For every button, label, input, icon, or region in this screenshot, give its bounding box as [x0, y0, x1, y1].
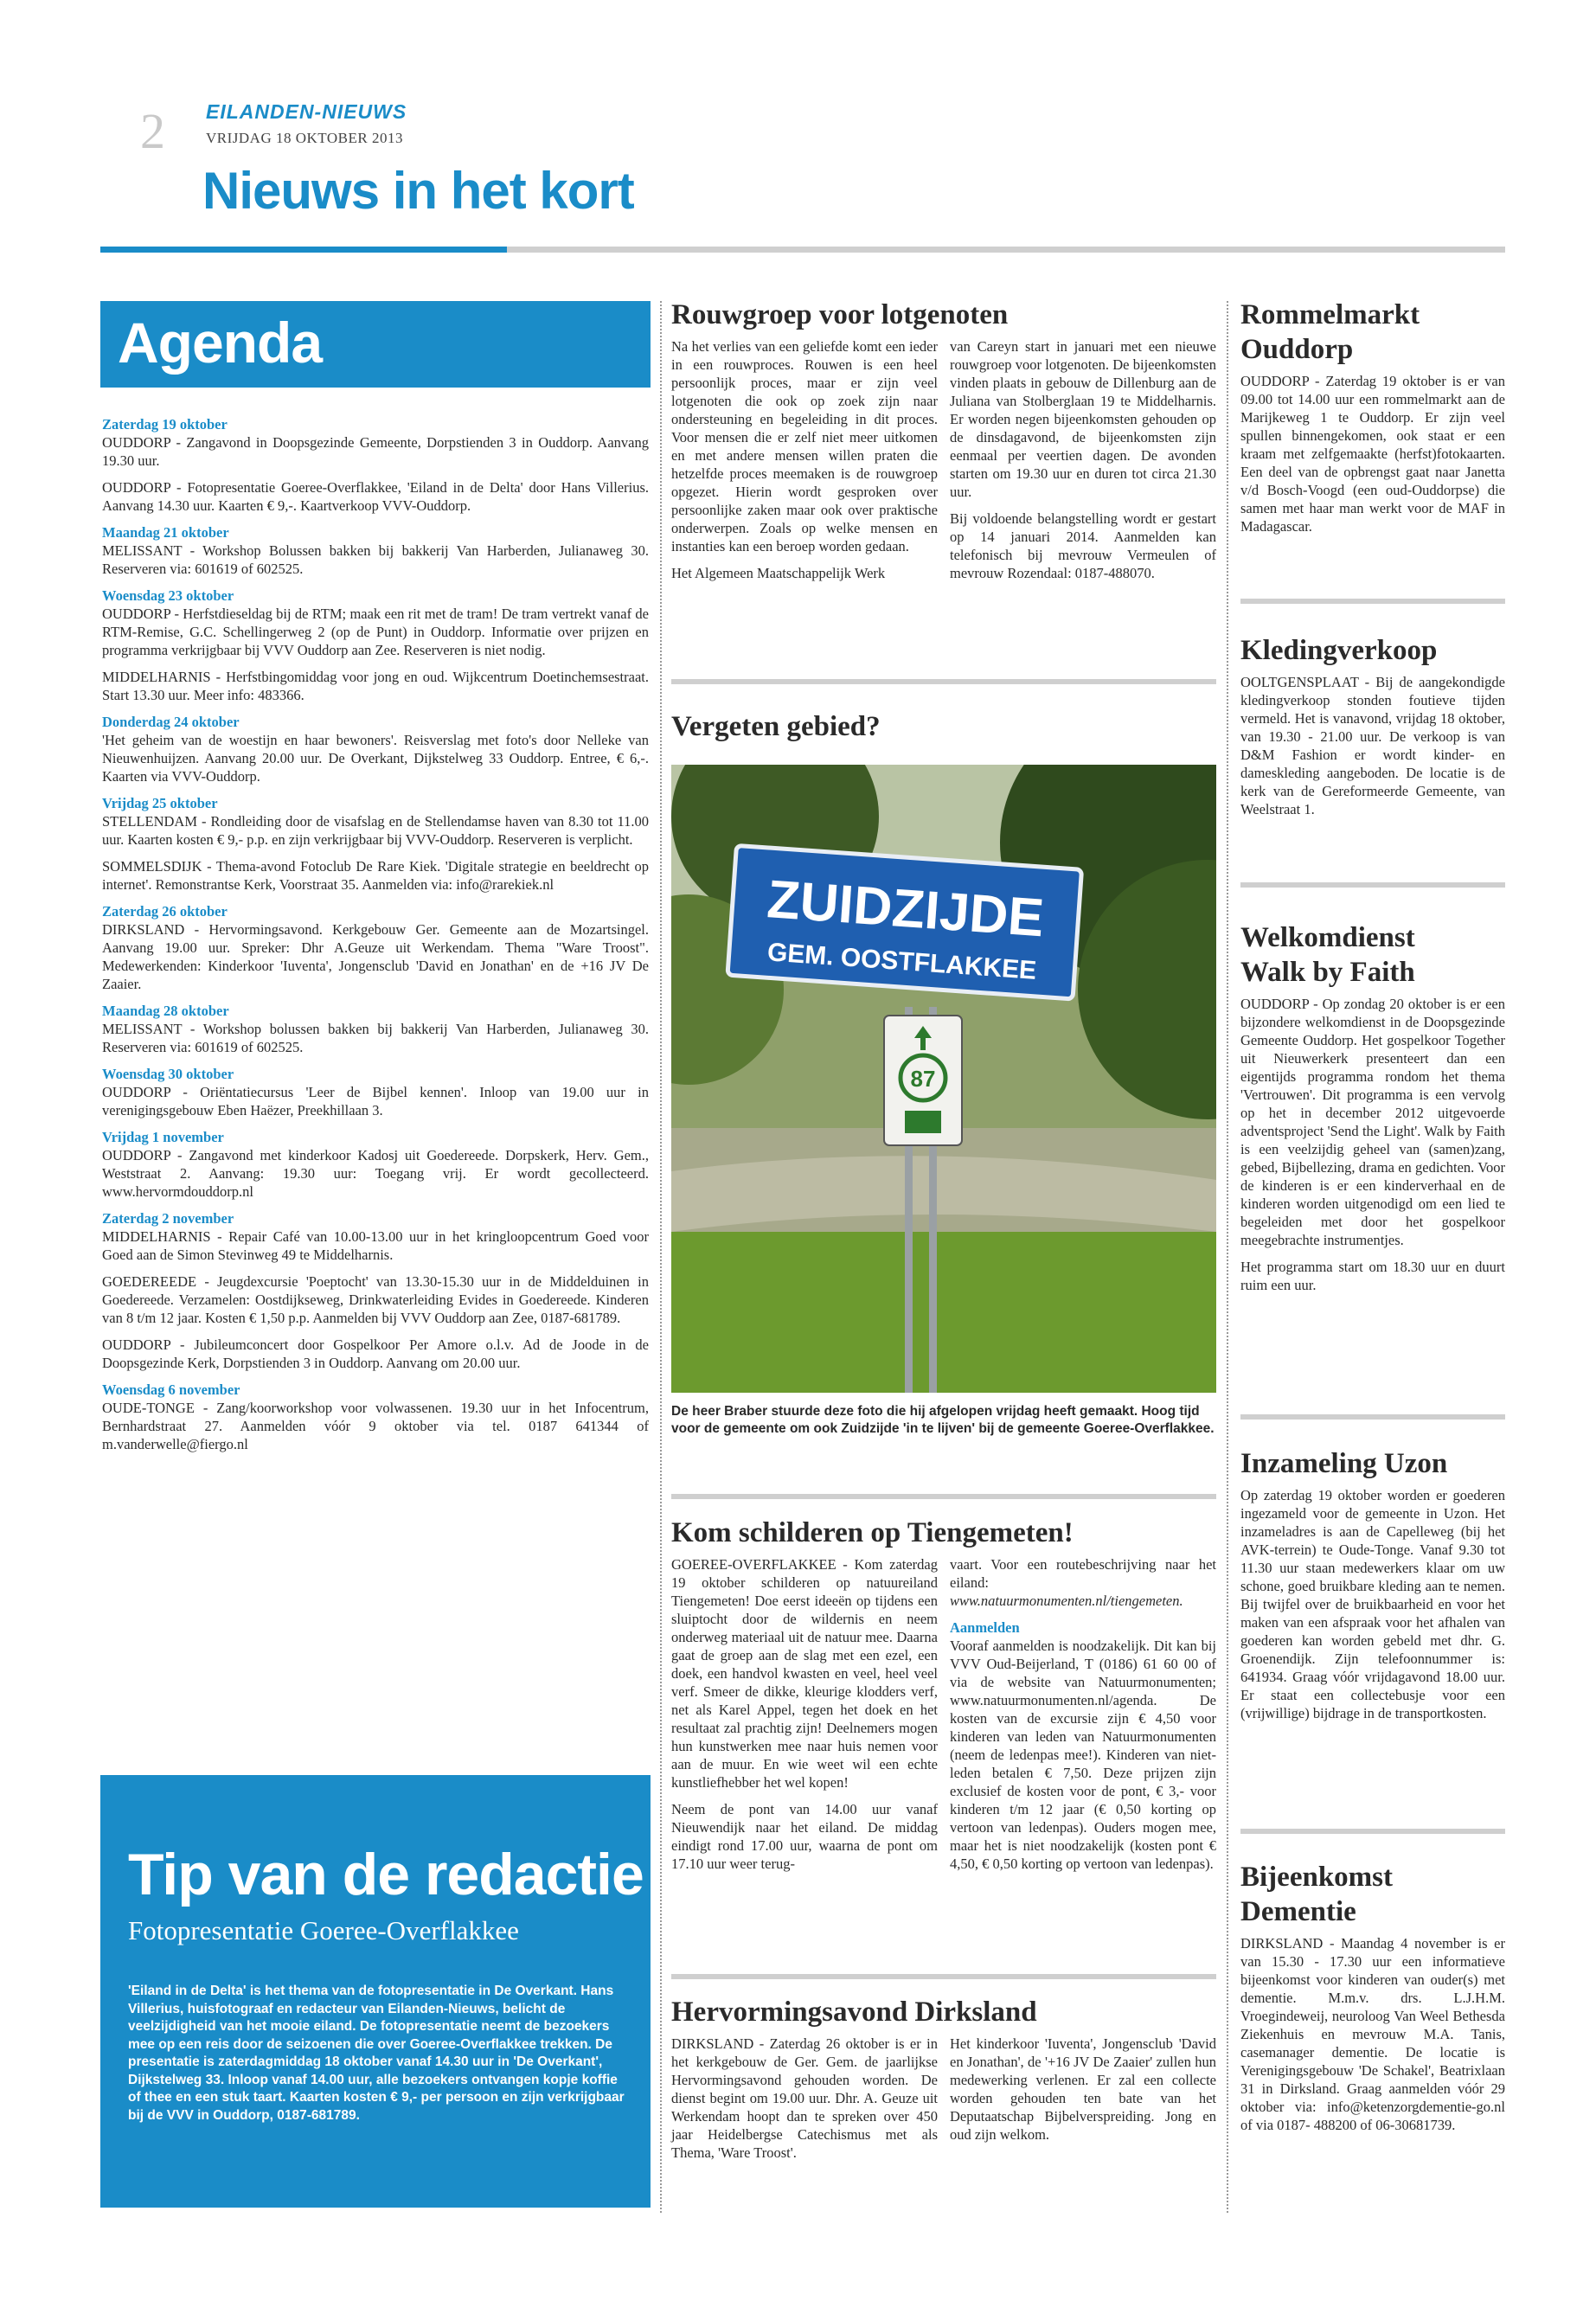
- article-text: DIRKSLAND - Zaterdag 26 oktober is er in het kerkgebouw de Ger. Gem. de jaarlijkse Hervormingsavond gehouden worden. De dienst begint om 19.00 uur. Dhr. A. Geuze uit Werkendam hoopt dan te spreken over 450 jaar Heidelbergse Catechismus met als Thema, 'Ware Troost'.: [671, 2035, 938, 2161]
- article-text: OOLTGENSPLAAT - Bij de aangekondigde kledingverkoop stonden foutieve tijden vermeld. Het is vanavond, vrijdag 18 oktober, van 19.30 - 21.00 uur. De verkoop is van D&M Fashion er wordt kinder- en dameskleding aangeboden. De locatie is de kerk van de Gereformeerde Gemeente, van Weelstraat 1.: [1240, 674, 1505, 817]
- article-text: Het programma start om 18.30 uur en duurt ruim een uur.: [1240, 1259, 1505, 1293]
- article-title: Bijeenkomst Dementie: [1240, 1862, 1393, 1927]
- agenda-day: Zaterdag 2 november: [102, 1210, 234, 1227]
- agenda-item: OUDDORP - Jubileumconcert door Gospelkoor Per Amore o.l.v. Ad de Joode in de Doopsgezinde Kerk, Dorpstienden 3 in Ouddorp. Aanvang om 20.00 uur.: [102, 1336, 649, 1371]
- agenda-item: OUDDORP - Zangavond in Doopsgezinde Gemeente, Dorpstienden 3 in Ouddorp. Aanvang 19.30 uur.: [102, 434, 649, 469]
- article-text: Op zaterdag 19 oktober worden er goederen ingezameld voor de gemeente in Uzon. Het inzameladres is aan de Capelleweg (bij het AVK-terrein) te Oude-Tonge. Vanaf 9.30 tot 11.30 uur staan medewerkers klaar om uw schone, goed bruikbare kleding aan te nemen. Bij twijfel over de bruikbaarheid en voor het maken van een afspraak voor het afhalen van goederen kan worden gebeld met dhr. G. Groenendijk. Zijn telefoonnummer is: 641934. Graag vóór vrijdagavond 18.00 uur. Er staat een collectebusje voor een (vrijwillige) bijdrage in de transportkosten.: [1240, 1487, 1505, 1721]
- agenda-day: Zaterdag 19 oktober: [102, 416, 228, 433]
- tip-box: [100, 1775, 651, 2208]
- article-title: Vergeten gebied?: [671, 711, 881, 742]
- section-rule: [507, 247, 1505, 253]
- route-number: 87: [910, 1066, 936, 1092]
- agenda-item: GOEDEREEDE - Jeugdexcursie 'Poeptocht' van 13.30-15.30 uur in de Middelduinen in Goedereede. Verzamelen: Oostdijkseweg, Drinkwaterleiding Evides in Goedereede. Kinderen van 8 t/m 12 jaar. Kosten € 1,50 p.p. Aanmelden bij VVV Ouddorp aan Zee, 0187-681789.: [102, 1273, 649, 1326]
- article-title: Kledingverkoop: [1240, 635, 1438, 666]
- article-text: Neem de pont van 14.00 uur vanaf Nieuwendijk naar het eiland. De middag eindigt rond 17.00 uur, waarna de pont om 17.10 uur weer terug-: [671, 1801, 938, 1872]
- agenda-item: 'Het geheim van de woestijn en haar bewoners'. Reisverslag met foto's door Nelleke van Nieuwenhuijzen. Aanvang 20.00 uur. De Overkant, Dijkstelweg 33 Ouddorp. Entree, € 6,-. Kaarten via VVV-Ouddorp.: [102, 732, 649, 785]
- agenda-title: Agenda: [118, 311, 323, 375]
- agenda-day: Zaterdag 26 oktober: [102, 903, 228, 920]
- agenda-header: [100, 301, 651, 388]
- article-title: Inzameling Uzon: [1240, 1448, 1448, 1479]
- agenda-item: MELISSANT - Workshop Bolussen bakken bij bakkerij Van Harberden, Julianaweg 30. Reserveren via: 601619 of 602525.: [102, 542, 649, 577]
- article-text: DIRKSLAND - Maandag 4 november is er van 15.30 - 17.30 uur een informatieve bijeenkomst voor kinderen van ouder(s) met dementie. M.m.v. drs. L.J.H.M. Vroegindeweij, neuroloog Van Weel Bethesda Ziekenhuis en mevrouw M.A. Tanis, casemanager dementie. De locatie is Verenigingsgebouw 'De Schakel', Beatrixlaan 31 in Dirksland. Graag aanmelden vóór 29 oktober via: info@ketenzorgdementie-go.nl of via 0187- 488200 of 06-30681739.: [1240, 1935, 1505, 2133]
- article-title: Rommelmarkt Ouddorp: [1240, 299, 1420, 365]
- article-uzon: [1240, 1446, 1505, 1722]
- agenda-item: OUDDORP - Zangavond met kinderkoor Kadosj uit Goedereede. Dorpskerk, Herv. Gem., Weststraat 2. Aanvang: 19.30 uur: Toegang vrij. Er wordt gecollecteerd. www.hervormdouddorp.nl: [102, 1147, 649, 1200]
- article-divider: [1240, 599, 1505, 604]
- section-title: Nieuws in het kort: [202, 162, 634, 220]
- agenda-list: [102, 408, 649, 1462]
- photo-zuidzijde-sign: [671, 765, 1216, 1393]
- agenda-item: OUDDORP - Oriëntatiecursus 'Leer de Bijbel kennen'. Inloop van 19.00 uur in verenigingsgebouw Eben Haëzer, Preekhillaan 3.: [102, 1084, 649, 1118]
- agenda-day: Maandag 28 oktober: [102, 1003, 229, 1019]
- article-text: Na het verlies van een geliefde komt een ieder in een rouwproces. Rouwen is een heel persoonlijk proces, maar er zijn veel lotgenoten die ook op zoek zijn naar ondersteuning en begeleiding in dit proces. Voor mensen die er zelf niet meer uitkomen en met andere mensen willen praten die hetzelfde proces meemaken is de rouwgroep opgezet. Hierin wordt gesproken over persoonlijke zaken maar ook over praktische onderwerpen. Zoals op welke mensen en instanties kan een beroep worden gedaan.: [671, 338, 938, 554]
- article-divider: [671, 679, 1216, 684]
- column-divider: [660, 301, 662, 2213]
- article-rouwgroep: [671, 298, 1216, 582]
- article-kleding: [1240, 633, 1505, 818]
- article-vergeten: [671, 709, 1216, 744]
- issue-date: VRIJDAG 18 OKTOBER 2013: [206, 130, 403, 146]
- article-divider: [1240, 1414, 1505, 1420]
- article-dementie: [1240, 1860, 1505, 2134]
- tip-title: Tip van de redactie: [128, 1842, 644, 1907]
- article-title: Hervormingsavond Dirksland: [671, 1997, 1037, 2028]
- article-title: Welkomdienst Walk by Faith: [1240, 922, 1415, 988]
- agenda-day: Donderdag 24 oktober: [102, 714, 240, 730]
- section-rule-accent: [100, 247, 507, 253]
- agenda-item: OUDDORP - Fotopresentatie Goeree-Overflakkee, 'Eiland in de Delta' door Hans Villerius. Aanvang 14.30 uur. Kaarten € 9,-. Kaartverkoop VVV-Ouddorp.: [102, 479, 649, 514]
- article-divider: [1240, 1829, 1505, 1834]
- agenda-item: STELLENDAM - Rondleiding door de visafslag en de Stellendamse haven van 8.30 tot 11.00 uur. Kaarten kosten € 9,- p.p. en zijn verkrijgbaar bij VVV-Ouddorp. Reserveren is verplicht.: [102, 813, 649, 848]
- article-welkom: [1240, 920, 1505, 1294]
- article-text: Het Algemeen Maatschappelijk Werk: [671, 565, 886, 581]
- agenda-item: DIRKSLAND - Hervormingsavond. Kerkgebouw Ger. Gemeente aan de Mozartsingel. Aanvang 19.00 uur. Spreker: Dhr A.Geuze uit Werkendam. Thema "Ware Troost". Medewerkenden: Kinderkoor 'Iuventa', Jongensclub 'David en Jonathan' en de +16 JV De Zaaier.: [102, 921, 649, 992]
- article-text: van Careyn start in januari met een nieuwe rouwgroep voor lotgenoten. De bijeenkomsten vinden plaats in gebouw de Dillenburg aan de Juliana van Stolberglaan 19 te Middelharnis. Er worden negen bijeenkomsten gehouden op de dinsdagavond, de bijeenkomsten zijn eenmaal per veertien dagen. De avonden starten om 19.30 uur en duren tot circa 21.30 uur.: [950, 338, 1216, 500]
- masthead-logo: EILANDEN-NIEUWS: [206, 100, 407, 123]
- article-link[interactable]: www.natuurmonumenten.nl/tiengemeten.: [950, 1593, 1183, 1609]
- sign-subtext: GEM. OOSTFLAKKEE: [766, 938, 1038, 985]
- article-text: OUDDORP - Zaterdag 19 oktober is er van 09.00 tot 14.00 uur een rommelmarkt aan de Marijkeweg 1 te Ouddorp. Er zijn veel spullen binnengekomen, ook staat er een kraam met zelfgemaakte (herfst)fotokaarten. Een deel van de opbrengst gaat naar Janetta v/d Bosch-Voogd (een oud-Ouddorpse) die samen met haar man werkt voor de MAF in Madagascar.: [1240, 373, 1505, 535]
- agenda-day: Woensdag 6 november: [102, 1381, 240, 1398]
- agenda-day: Woensdag 30 oktober: [102, 1066, 234, 1082]
- tip-body: 'Eiland in de Delta' is het thema van de fotopresentatie in De Overkant. Hans Villerius, huisfotograaf en redacteur van Eilanden-Nieuws, belicht de veelzijdigheid van het mooie eiland. De fotopresentatie neemt de bezoekers mee op een reis door de seizoenen die over Goeree-Overflakkee trekken. De presentatie is zaterdagmiddag 18 oktober vanaf 14.30 uur in 'De Overkant', Dijkstelweg 33. Inloop vanaf 14.00 uur, alle bezoekers ontvangen kopje koffie of thee en een stuk taart. Kaarten kosten € 9,- per persoon en zijn verkrijgbaar bij de VVV in Ouddorp, 0187-681789.: [128, 1984, 625, 2123]
- agenda-item: MELISSANT - Workshop bolussen bakken bij bakkerij Van Harberden, Julianaweg 30. Reserveren via: 601619 of 602525.: [102, 1021, 649, 1055]
- page-number: 2: [140, 103, 165, 159]
- article-divider: [671, 1974, 1216, 1979]
- article-text: Bij voldoende belangstelling wordt er gestart op 14 januari 2014. Aanmelden kan telefonisch bij mevrouw Vermeulen of mevrouw Rozendaal: 0187-488070.: [950, 510, 1216, 581]
- tip-subtitle: Fotopresentatie Goeree-Overflakkee: [128, 1915, 519, 1945]
- article-text: Het kinderkoor 'Iuventa', Jongensclub 'David en Jonathan', de '+16 JV De Zaaier' zullen hun medewerking verlenen. Er zal een collecte worden gehouden ten bate van het Deputaatschap Bijbelverspreiding. Jong en oud zijn welkom.: [950, 2035, 1216, 2143]
- agenda-item: MIDDELHARNIS - Herfstbingomiddag voor jong en oud. Wijkcentrum Doetinchemsestraat. Start 13.30 uur. Meer info: 483366.: [102, 669, 649, 703]
- article-subhead: Aanmelden: [950, 1619, 1020, 1636]
- agenda-item: SOMMELSDIJK - Thema-avond Fotoclub De Rare Kiek. 'Digitale strategie en beeldrecht op internet'. Remonstrantse Kerk, Voorstraat 35. Aanmelden via: info@rarekiek.nl: [102, 858, 649, 893]
- article-hervorming: [671, 1995, 1216, 2162]
- agenda-day: Maandag 21 oktober: [102, 524, 229, 541]
- article-divider: [671, 1494, 1216, 1499]
- article-title: Kom schilderen op Tiengemeten!: [671, 1517, 1074, 1548]
- article-text: vaart. Voor een routebeschrijving naar het eiland:: [950, 1556, 1216, 1591]
- agenda-day: Woensdag 23 oktober: [102, 587, 234, 604]
- photo-caption: De heer Braber stuurde deze foto die hij afgelopen vrijdag heeft gemaakt. Hoog tijd voor de gemeente om ook Zuidzijde 'in te lijven' bij de gemeente Goeree-Overflakkee.: [671, 1404, 1215, 1436]
- agenda-day: Vrijdag 1 november: [102, 1129, 224, 1145]
- article-text: Vooraf aanmelden is noodzakelijk. Dit kan bij VVV Oud-Beijerland, T (0186) 61 60 00 of via de website van Natuurmonumenten; www.natuurmonumenten.nl/agenda. De kosten van de excursie zijn € 4,50 voor kinderen van leden van Natuurmonumenten (neem de ledenpas mee!). Kinderen van niet-leden betalen € 7,50. Deze prijzen zijn exclusief de kosten voor de pont, € 3,- voor kinderen t/m 12 jaar (€ 0,50 korting op vertoon van ledenpas). Ouders mogen mee, maar het is niet noodzakelijk (kosten pont € 4,50, € 0,50 korting op vertoon van ledenpas).: [950, 1638, 1216, 1872]
- article-title: Rouwgroep voor lotgenoten: [671, 299, 1009, 330]
- article-schilderen: [671, 1516, 1216, 1873]
- article-divider: [1240, 882, 1505, 888]
- agenda-item: OUDDORP - Herfstdieseldag bij de RTM; maak een rit met de tram! De tram vertrekt vanaf de RTM-Remise, G.C. Schellingerweg 2 (op de Punt) in Ouddorp. Informatie over prijzen en programma verkrijgbaar bij VVV Ouddorp aan Zee. Reserveren is niet nodig.: [102, 606, 649, 658]
- article-rommelmarkt: [1240, 298, 1505, 535]
- column-divider: [1227, 301, 1228, 2213]
- article-text: OUDDORP - Op zondag 20 oktober is er een bijzondere welkomdienst in de Doopsgezinde Gemeente Ouddorp. Het gospelkoor Together uit Nieuwerkerk presenteert dan een eigentijds programma rondom het thema 'Vertrouwen'. Dit programma is een vervolg op het in december 2012 uitgevoerde adventsproject 'Send the Light'. Walk by Faith is een veelzijdig geheel van (samen)zang, gebed, Bijbellezing, drama en gedichten. Voor de kinderen is er een kinderverhaal en de kinderen worden uitgenodigd om een lied te begeleiden met door het gospelkoor meegebrachte instrumentjes.: [1240, 996, 1505, 1248]
- article-text: GOEREE-OVERFLAKKEE - Kom zaterdag 19 oktober schilderen op natuureiland Tiengemeten! Doe eerst ideeën op tijdens een sluiptocht door de wildernis en neem onderweg materiaal uit de natuur mee. Daarna gaat de groep aan de slag met een ezel, een doek, een handvol kwasten en veel, heel veel verf. Smeer de dikke, kleurige klodders verf, net als Karel Appel, tegen het doek en het resultaat zal prachtig zijn! Deelnemers mogen hun kunstwerken mee naar huis nemen voor aan de muur. En wie weet wil een echte kunstliefhebber het wel kopen!: [671, 1556, 938, 1791]
- agenda-item: MIDDELHARNIS - Repair Café van 10.00-13.00 uur in het kringloopcentrum Goed voor Goed aan de Simon Stevinweg 49 te Middelharnis.: [102, 1228, 649, 1263]
- agenda-day: Vrijdag 25 oktober: [102, 795, 218, 811]
- sign-text: ZUIDZIJDE: [765, 869, 1047, 949]
- agenda-item: OUDE-TONGE - Zang/koorworkshop voor volwassenen. 19.30 uur in het Infocentrum, Bernhardstraat 27. Aanmelden vóór 9 oktober via tel. 0187 641344 of m.vanderwelle@fiergo.nl: [102, 1400, 649, 1452]
